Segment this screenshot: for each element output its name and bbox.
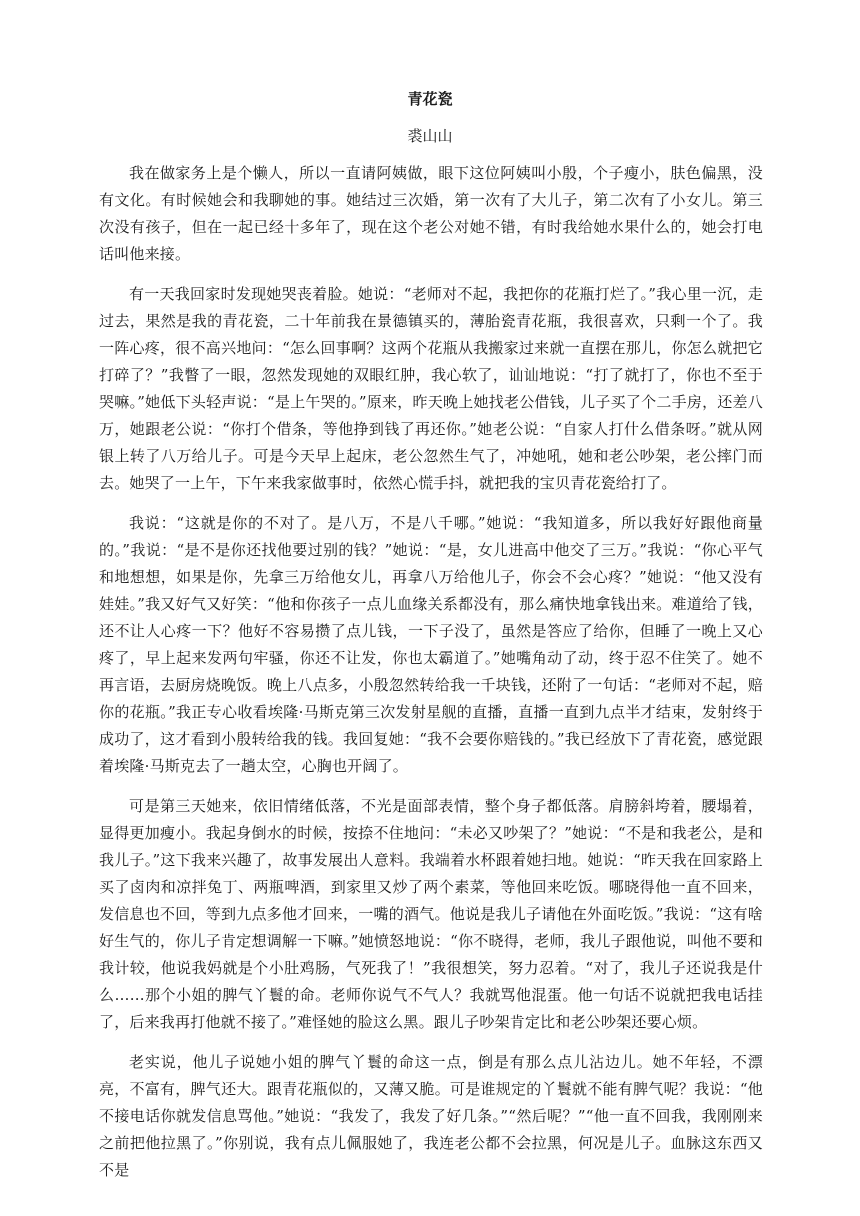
paragraph: 我在做家务上是个懒人，所以一直请阿姨做，眼下这位阿姨叫小殷，个子瘦小，肤色偏黑，没有文化。有时候她会和我聊她的事。她结过三次婚，第一次有了大儿子，第二次有了小女儿。第三次没有孩子，但在一起已经十多年了，现在这个老公对她不错，有时我给她水果什么的，她会打电话叫他来接。 [99, 164, 763, 263]
paragraph: 可是第三天她来，依旧情绪低落，不光是面部表情，整个身子都低落。肩膀斜垮着，腰塌着，显得更加瘦小。我起身倒水的时候，按捺不住地问：“未必又吵架了？”她说：“不是和我老公，是和我儿子。”这下我来兴趣了，故事发展出人意料。我端着水杯跟着她扫地。她说：“昨天我在回家路上买了卤肉和凉拌兔丁、两瓶啤酒，到家里又炒了两个素菜，等他回来吃饭。哪晓得他一直不回来，发信息也不回，等到九点多他才回来，一嘴的酒气。他说是我儿子请他在外面吃饭。”我说：“这有啥好生气的，你儿子肯定想调解一下嘛。”她愤怒地说：“你不晓得，老师，我儿子跟他说，叫他不要和我计较，他说我妈就是个小肚鸡肠，气死我了！”我很想笑，努力忍着。“对了，我儿子还说我是什么……那个小姐的脾气丫鬟的命。老师你说气不气人？我就骂他混蛋。他一句话不说就把我电话挂了，后来我再打他就不接了。”难怪她的脸这么黑。跟儿子吵架肯定比和老公吵架还要心烦。 [99, 797, 763, 1031]
paragraph: 老实说，他儿子说她小姐的脾气丫鬟的命这一点，倒是有那么点儿沾边儿。她不年轻，不漂亮，不富有，脾气还大。跟青花瓶似的，又薄又脆。可是谁规定的丫鬟就不能有脾气呢？我说：“他不接电话你就发信息骂他。”她说：“我发了，我发了好几条。”“然后呢？”“他一直不回我，我刚刚来之前把他拉黑了。”你别说，我有点儿佩服她了，我连老公都不会拉黑，何况是儿子。血脉这东西又不是 [99, 1053, 763, 1179]
article-body [99, 160, 763, 1197]
article-author: 裘山山 [407, 127, 453, 145]
paragraph: 有一天我回家时发现她哭丧着脸。她说：“老师对不起，我把你的花瓶打烂了。”我心里一沉，走过去，果然是我的青花瓷，二十年前我在景德镇买的，薄胎瓷青花瓶，我很喜欢，只剩一个了。我一阵心疼，很不高兴地问：“怎么回事啊？这两个花瓶从我搬家过来就一直摆在那儿，你怎么就把它打碎了？”我瞥了一眼，忽然发现她的双眼红肿，我心软了，讪讪地说：“打了就打了，你也不至于哭嘛。”她低下头轻声说：“是上午哭的。”原来，昨天晚上她找老公借钱，儿子买了个二手房，还差八万，她跟老公说：“你打个借条，等他挣到钱了再还你。”她老公说：“自家人打什么借条呀。”就从网银上转了八万给儿子。可是今天早上起床，老公忽然生气了，冲她吼，她和老公吵架，老公摔门而去。她哭了一上午，下午来我家做事时，依然心慌手抖，就把我的宝贝青花瓷给打了。 [99, 285, 763, 492]
paragraph: 我说：“这就是你的不对了。是八万，不是八千哪。”她说：“我知道多，所以我好好跟他商量的。”我说：“是不是你还找他要过别的钱？”她说：“是，女儿进高中他交了三万。”我说：“你心平气和地想想，如果是你，先拿三万给他女儿，再拿八万给他儿子，你会不会心疼？”她说：“他又没有娃娃。”我又好气又好笑：“他和你孩子一点儿血缘关系都没有，那么痛快地拿钱出来。难道给了钱，还不让人心疼一下？他好不容易攒了点儿钱，一下子没了，虽然是答应了给你，但睡了一晚上又心疼了，早上起来发两句牢骚，你还不让发，你也太霸道了。”她嘴角动了动，终于忍不住笑了。她不再言语，去厨房烧晚饭。晚上八点多，小殷忽然转给我一千块钱，还附了一句话：“老师对不起，赔你的花瓶。”我正专心收看埃隆·马斯克第三次发射星舰的直播，直播一直到九点半才结束，发射终于成功了，这才看到小殷转给我的钱。我回复她：“我不会要你赔钱的。”我已经放下了青花瓷，感觉跟着埃隆·马斯克去了一趟太空，心胸也开阔了。 [99, 514, 763, 775]
article-title: 青花瓷 [407, 90, 453, 108]
